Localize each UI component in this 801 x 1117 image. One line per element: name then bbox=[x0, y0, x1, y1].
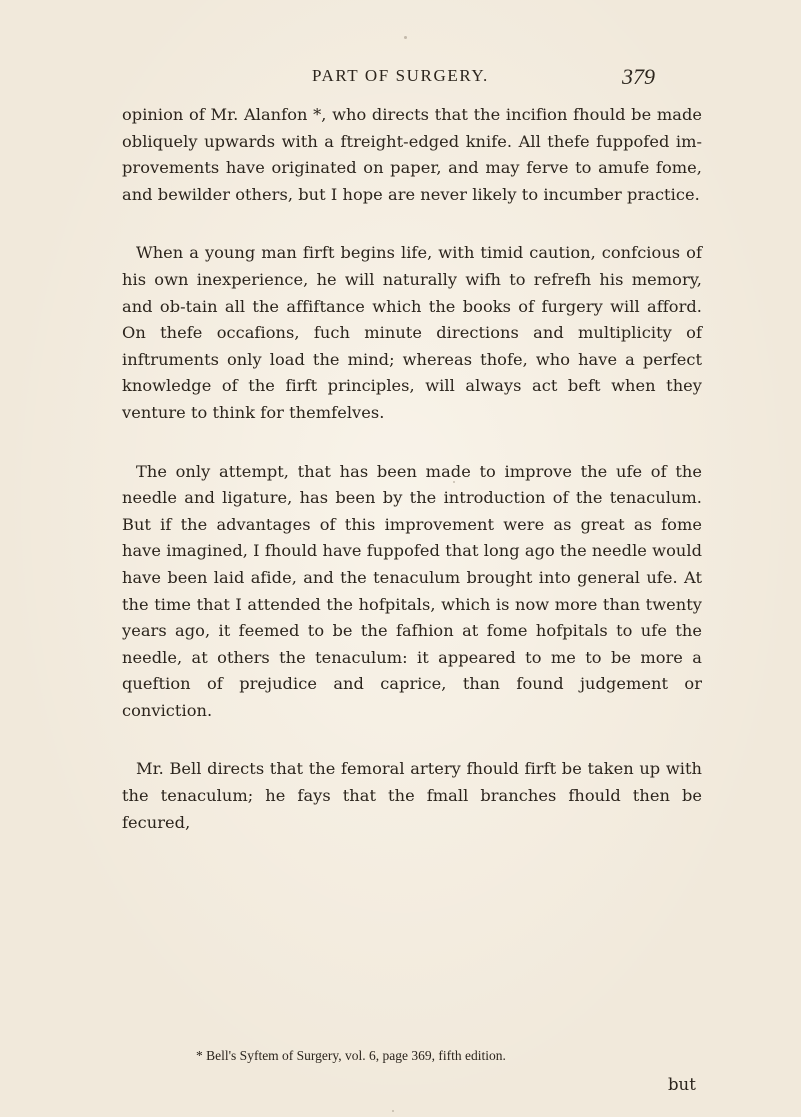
running-head-title: PART OF SURGERY. bbox=[312, 66, 489, 85]
page-number: 379 bbox=[622, 64, 655, 89]
running-head bbox=[0, 64, 801, 92]
footnote: * Bell's Syftem of Surgery, vol. 6, page 369, fifth edition. bbox=[196, 1048, 506, 1063]
paper-speck bbox=[453, 481, 455, 483]
catchword: but bbox=[668, 1075, 696, 1094]
paragraph-1: opinion of Mr. Alanfon *, who directs that the incifion fhould be made obliquely upwards with a ftreight-edged knife. All thefe fuppofed im-provements have originated on paper, and may ferve to amufe fome, and bewilder others, but I hope are never likely to incumber practice. bbox=[122, 105, 702, 204]
paragraph-3: The only attempt, that has been made to improve the ufe of the needle and ligature, has been by the introduction of the tenaculum. But if the advantages of this improvement were as great as fome have imagined, I fhould have fuppofed that long ago the needle would have been laid afide, and the tenaculum brought into general ufe. At the time that I attended the hofpitals, which is now more than twenty years ago, it feemed to be the fafhion at fome hofpitals to ufe the needle, at others the tenaculum: it appeared to me to be more a queftion of prejudice and caprice, than found judgement or conviction. bbox=[122, 461, 702, 720]
paragraph-4: Mr. Bell directs that the femoral artery fhould firft be taken up with the tenaculum; he fays that the fmall branches fhould then be fecured, bbox=[122, 759, 702, 832]
paragraph-2: When a young man firft begins life, with timid caution, confcious of his own inexperience, he will naturally wifh to refrefh his memory, and ob-tain all the affiftance which the books of furgery will afford. On thefe occafions, fuch minute directions and multiplicity of inftruments only load the mind; whereas thofe, who have a perfect knowledge of the firft principles, will always act beft when they venture to think for themfelves. bbox=[122, 243, 702, 422]
paper-speck bbox=[404, 36, 407, 39]
body-text bbox=[122, 102, 702, 868]
paper-speck bbox=[392, 1110, 394, 1112]
